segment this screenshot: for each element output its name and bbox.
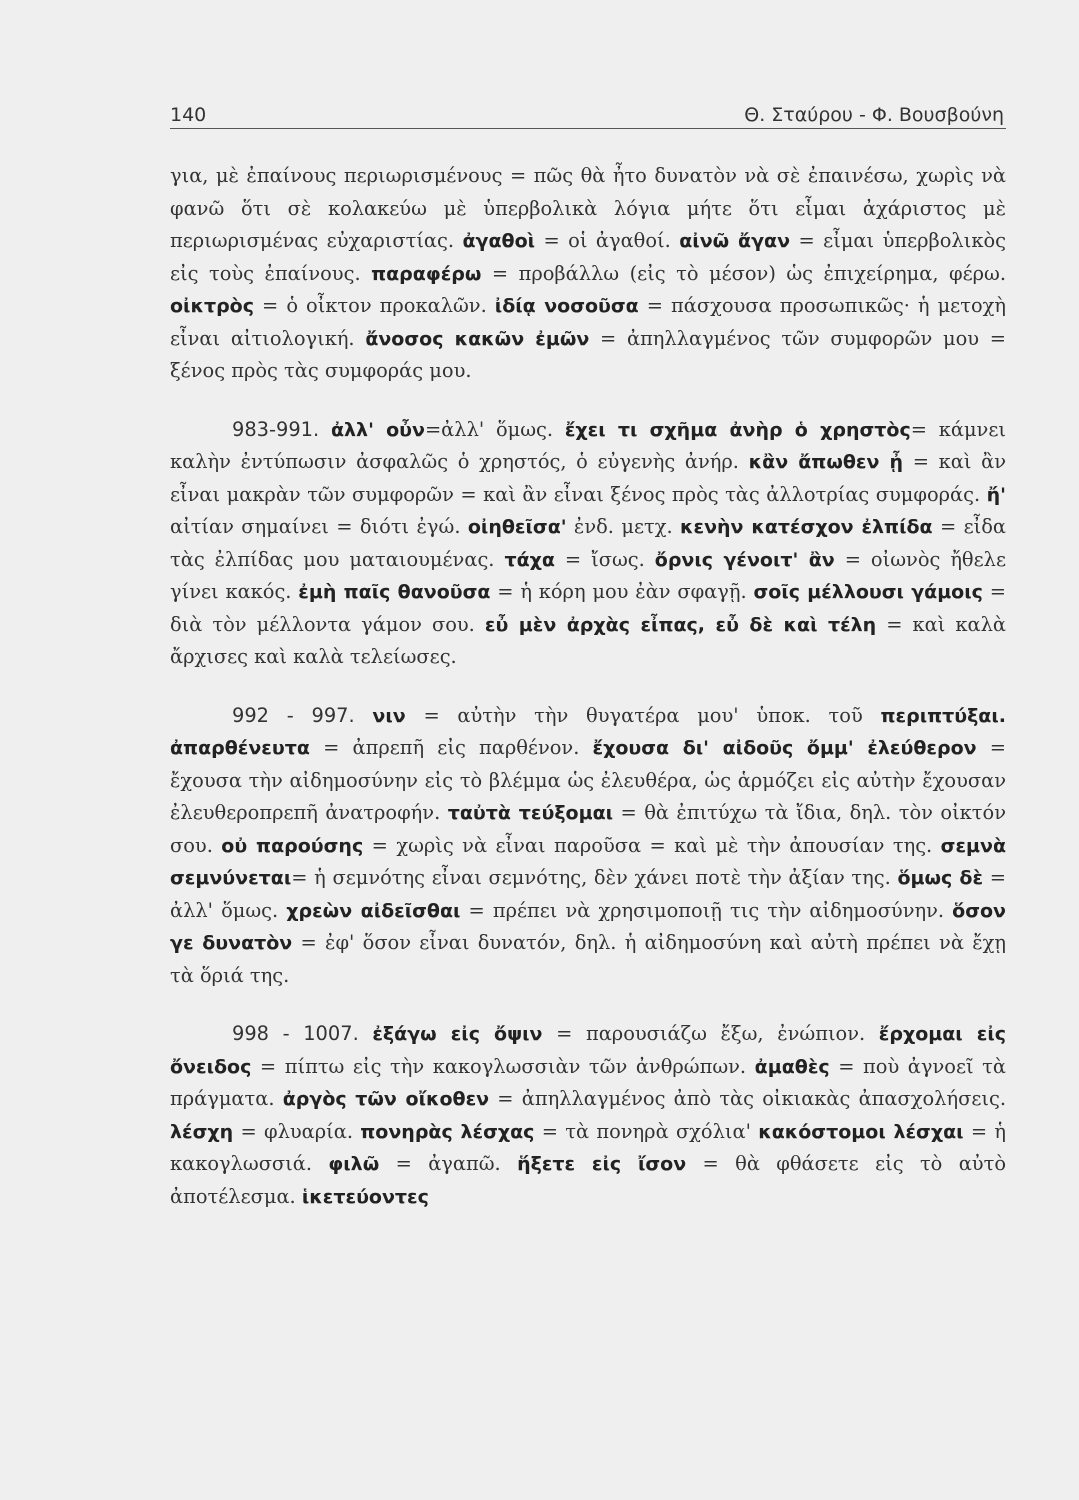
gloss-text: = ἀπρεπῆ εἰς παρθένον. xyxy=(309,736,593,759)
gloss-text: = χωρὶς νὰ εἶναι παροῦσα = καὶ μὲ τὴν ἀπουσίαν της. xyxy=(363,833,941,857)
gloss-text: = παρουσιάζω ἔξω, ἐνώπιον. xyxy=(542,1022,879,1045)
lemma-term: ἰδίᾳ νοσοῦσα xyxy=(494,295,639,317)
lemma-term: οἰκτρὸς xyxy=(170,295,254,317)
lemma-term: ταὐτὰ τεύξομαι xyxy=(447,802,614,824)
lemma-term: τάχα xyxy=(504,548,555,571)
lemma-term: ἤ' xyxy=(986,483,1006,506)
lemma-term: ἱκετεύοντες xyxy=(301,1185,429,1208)
verse-range: 992 - 997. xyxy=(232,703,373,727)
commentary-paragraph xyxy=(170,1018,1006,1213)
lemma-term: ἀγαθοὶ xyxy=(462,230,536,252)
gloss-text: για, μὲ ἐπαίνους περιωρισμένους = πῶς θὰ ἦτο δυνατὸν νὰ σὲ ἐπαινέσω, χωρὶς νὰ φανῶ ὅτι σὲ κολακεύω μὲ ὑπερβολικὰ λόγια μήτε ὅτι εἶμαι ἀχάριστος μὲ περιωρισμένας εὐχαριστίας. xyxy=(170,164,1006,252)
gloss-text: = τὰ πονηρὰ σχόλια' xyxy=(534,1119,759,1143)
lemma-term: ὅσον γε δυνατὸν xyxy=(170,899,1006,954)
commentary-paragraph xyxy=(170,414,1006,674)
gloss-text: = πρέπει νὰ χρησιμοποιῇ τις τὴν αἰδημοσύνην. xyxy=(460,898,953,922)
lemma-term: ἥξετε εἰς ἴσον xyxy=(517,1153,687,1175)
gloss-text: = εἶμαι ὑπερβολικὸς εἰς τοὺς ἐπαίνους. xyxy=(170,229,1006,285)
lemma-term: πονηρὰς λέσχας xyxy=(360,1120,535,1143)
gloss-text: = ἀλλ' ὅμως. xyxy=(170,866,1006,922)
gloss-text: = ἡ σεμνότης εἶναι σεμνότης, δὲν χάνει ποτὲ τὴν ἀξίαν της. xyxy=(291,866,898,889)
lemma-term: σοῖς μέλλουσι γάμοις xyxy=(753,581,983,603)
lemma-term: ἀργὸς τῶν οἴκοθεν xyxy=(282,1088,490,1110)
gloss-text: = αὐτὴν τὴν θυγατέρα μου' ὑποκ. τοῦ xyxy=(405,703,881,727)
gloss-text: = πάσχουσα προσωπικῶς· ἡ μετοχὴ εἶναι αἰτιολογική. xyxy=(170,294,1006,350)
gloss-text: = ποὺ ἀγνοεῖ τὰ πράγματα. xyxy=(170,1054,1006,1110)
gloss-text: = οἰωνὸς ἤθελε γίνει κακός. xyxy=(170,547,1006,603)
page-header xyxy=(170,90,1004,126)
commentary-text xyxy=(170,160,1006,1213)
gloss-text: = καὶ καλὰ ἄρχισες καὶ καλὰ τελείωσες. xyxy=(170,612,1006,668)
lemma-term: ἔχουσα δι' αἰδοῦς ὄμμ' ἐλεύθερον xyxy=(592,737,977,759)
gloss-text: = φλυαρία. xyxy=(233,1119,361,1143)
gloss-text: = θὰ φθάσετε εἰς τὸ αὐτὸ ἀποτέλεσμα. xyxy=(170,1152,1006,1208)
gloss-text: = ἡ κόρη μου ἐὰν σφαγῇ. xyxy=(490,580,754,603)
gloss-text: = προβάλλω (εἰς τὸ μέσον) ὡς ἐπιχείρημα, φέρω. xyxy=(481,261,1006,285)
gloss-text: = ἔχουσα τὴν αἰδημοσύνην εἰς τὸ βλέμμα ὡς ἐλευθέρα, ὡς ἁρμόζει εἰς αὐτὴν ἔχουσαν ἐλευθεροπρεπῆ ἀνατροφήν. xyxy=(170,736,1006,824)
gloss-text: = κάμνει καλὴν ἐντύπωσιν ἀσφαλῶς ὁ χρηστός, ὁ εὐγενὴς ἀνήρ. xyxy=(170,417,1006,473)
verse-range: 998 - 1007. xyxy=(232,1022,373,1045)
lemma-term: κἂν ἄπωθεν ᾖ xyxy=(748,451,904,473)
lemma-term: περιπτύξαι. ἀπαρθένευτα xyxy=(170,704,1006,759)
verse-range: 983-991. xyxy=(232,417,331,441)
lemma-term: λέσχη xyxy=(170,1120,234,1143)
gloss-text: ἐνδ. μετχ. xyxy=(566,515,681,538)
gloss-text: = θὰ ἐπιτύχω τὰ ἴδια, δηλ. τὸν οἰκτόν σου. xyxy=(170,801,1006,857)
gloss-text: = εἶδα τὰς ἐλπίδας μου ματαιουμένας. xyxy=(170,515,1007,571)
lemma-term: κακόστομοι λέσχαι xyxy=(758,1120,964,1143)
gloss-text: = ἡ κακογλωσσιά. xyxy=(170,1119,1006,1175)
lemma-term: ἔρχομαι εἰς ὄνειδος xyxy=(170,1023,1007,1078)
gloss-text: = διὰ τὸν μέλλοντα γάμον σου. xyxy=(170,580,1006,636)
gloss-text: = ἀγαπῶ. xyxy=(379,1152,518,1175)
commentary-paragraph xyxy=(170,160,1006,388)
lemma-term: ἄνοσος κακῶν ἐμῶν xyxy=(365,327,590,350)
lemma-term: παραφέρω xyxy=(371,262,482,285)
gloss-text: = καὶ ἂν εἶναι μακρὰν τῶν συμφορῶν = καὶ ἂν εἶναι ξένος πρὸς τὰς ἀλλοτρίας συμφοράς. xyxy=(170,450,1006,506)
gloss-text: = ἀπηλλαγμένος ἀπὸ τὰς οἰκιακὰς ἀπασχολήσεις. xyxy=(489,1087,1006,1110)
lemma-term: ὄρνις γένοιτ' ἂν xyxy=(654,548,835,571)
lemma-term: ἔχει τι σχῆμα ἀνὴρ ὁ χρηστὸς xyxy=(564,418,911,441)
header-rule xyxy=(170,128,1006,129)
gloss-text: = ἴσως. xyxy=(554,547,655,571)
lemma-term: οὐ παρούσης xyxy=(221,834,364,857)
lemma-term: φιλῶ xyxy=(328,1153,380,1175)
gloss-text: = οἱ ἀγαθοί. xyxy=(535,229,680,252)
lemma-term: ὅμως δὲ xyxy=(897,867,984,889)
running-title: Θ. Σταύρου - Φ. Βουσβούνη xyxy=(744,104,1004,126)
gloss-text: = ἐφ' ὅσον εἶναι δυνατόν, δηλ. ἡ αἰδημοσύνη καὶ αὐτὴ πρέπει νὰ ἔχῃ τὰ ὅριά της. xyxy=(170,931,1006,987)
lemma-term: ἀμαθὲς xyxy=(754,1055,830,1078)
lemma-term: νιν xyxy=(372,704,406,727)
gloss-text: = ἀπηλλαγμένος τῶν συμφορῶν μου = ξένος πρὸς τὰς συμφοράς μου. xyxy=(170,326,1006,382)
gloss-text: = πίπτω εἰς τὴν κακογλωσσιὰν τῶν ἀνθρώπων. xyxy=(251,1054,755,1078)
lemma-term: ἐξάγω εἰς ὄψιν xyxy=(372,1023,543,1045)
page-number: 140 xyxy=(170,104,207,126)
lemma-term: οἰηθεῖσα' xyxy=(467,516,567,538)
gloss-text: = ὁ οἶκτον προκαλῶν. xyxy=(254,294,495,317)
lemma-term: σεμνὰ σεμνύνεται xyxy=(170,834,1007,889)
gloss-text: αἰτίαν σημαίνει = διότι ἐγώ. xyxy=(170,515,468,538)
lemma-term: ἀλλ' οὖν xyxy=(330,418,425,441)
gloss-text: =ἀλλ' ὅμως. xyxy=(424,417,565,441)
lemma-term: κενὴν κατέσχον ἐλπίδα xyxy=(680,516,933,538)
lemma-term: εὖ μὲν ἀρχὰς εἶπας, εὖ δὲ καὶ τέλη xyxy=(484,613,877,636)
lemma-term: αἰνῶ ἄγαν xyxy=(679,230,791,252)
commentary-paragraph xyxy=(170,700,1006,993)
lemma-term: χρεὼν αἰδεῖσθαι xyxy=(286,899,461,922)
lemma-term: ἐμὴ παῖς θανοῦσα xyxy=(298,581,491,603)
